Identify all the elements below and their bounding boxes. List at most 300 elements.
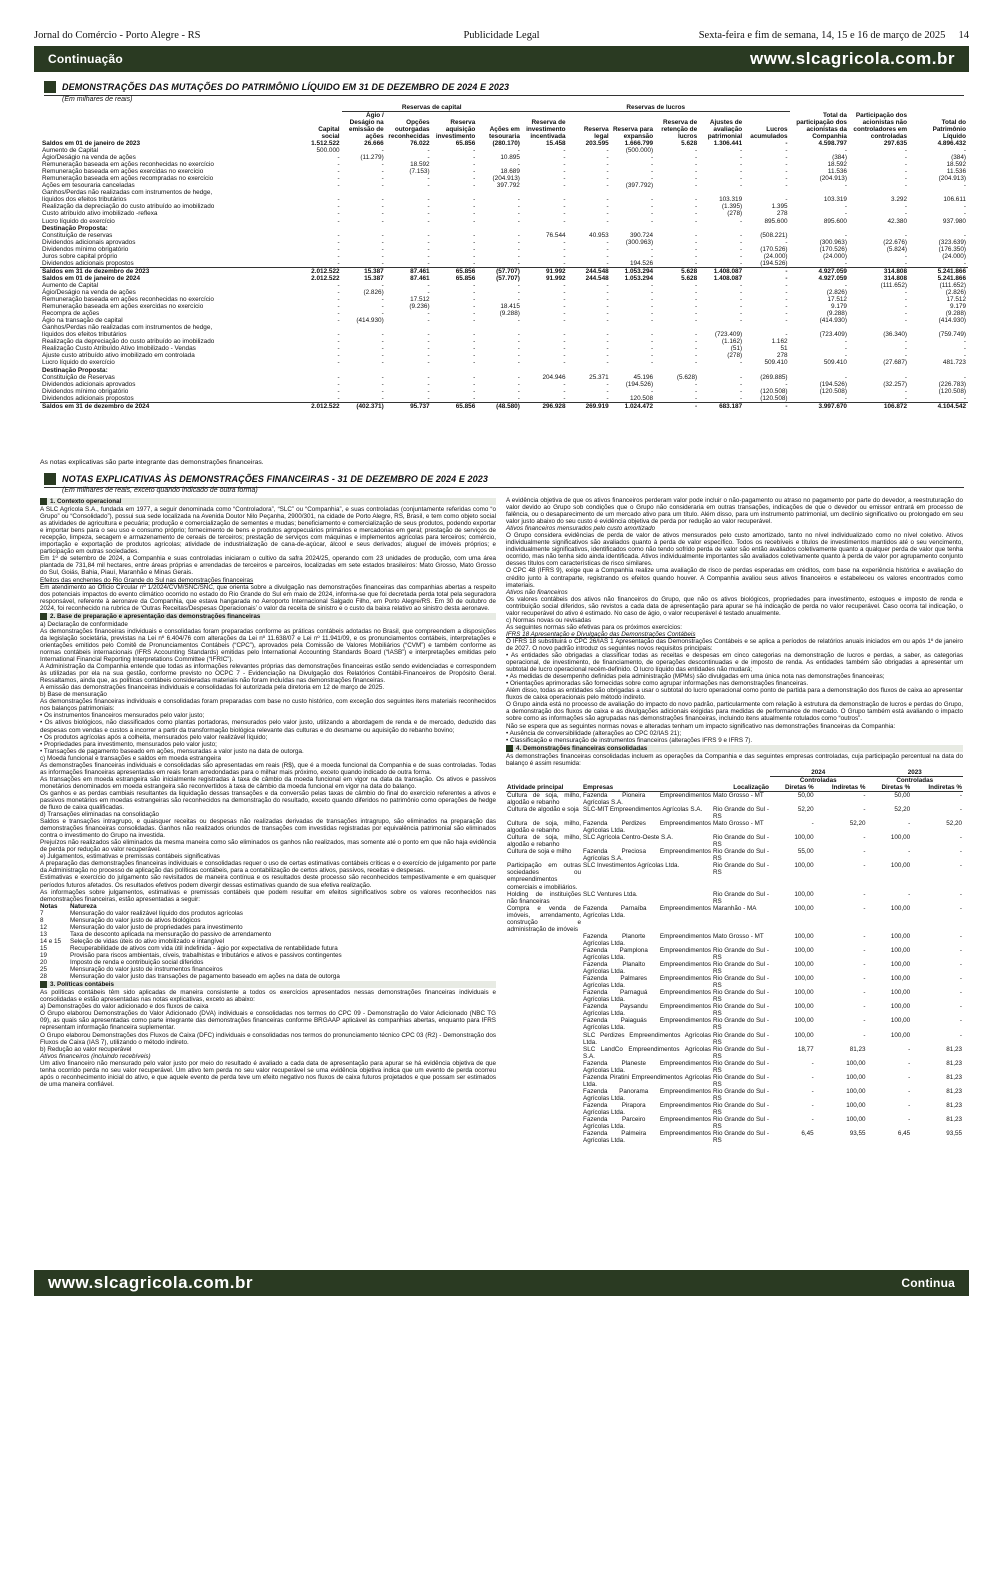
cell-value: -	[695, 303, 698, 311]
cell-value: -	[517, 259, 520, 267]
cell-value: 18.592	[946, 161, 966, 169]
cell-value: -	[650, 310, 654, 318]
cell-value: 18.592	[827, 161, 847, 169]
cell-value: (120.508)	[819, 387, 847, 395]
row-label: Destinação Proposta:	[42, 366, 108, 374]
cell-value	[699, 225, 744, 232]
row-label: Realização da depreciação do custo atribuído ao imobilizado	[42, 338, 215, 346]
cell-value: 100,00	[846, 1116, 866, 1124]
cell-value	[298, 189, 342, 196]
table-row	[40, 239, 968, 246]
cell-value	[611, 225, 655, 232]
cell-value: -	[695, 231, 698, 239]
cell-value: 203.595	[585, 140, 609, 147]
cell-value: -	[337, 238, 340, 246]
cell-value: -	[381, 259, 384, 267]
cell-value: -	[473, 168, 476, 176]
cell-value: 65.856	[432, 402, 478, 410]
cell-value: -	[844, 182, 847, 190]
cell-value: 100,00	[890, 961, 911, 969]
paragraph: Além disso, todas as entidades são obrigadas a usar o subtotal do lucro operacional como ponto de partida para a demonstração dos fluxos de caixa ao apresentar fluxos de caixa operacionais pelo método indireto.	[506, 687, 963, 702]
cell-value: (11.279)	[360, 154, 384, 162]
cell-value: -	[381, 196, 384, 204]
cell-value: 2.012.522	[311, 274, 340, 282]
cell-value: -	[740, 147, 743, 155]
cell-value: Rio Grande do Sul - RS	[713, 890, 769, 905]
table-row	[40, 359, 968, 366]
cell-value: -	[563, 310, 566, 318]
paragraph: Não se espera que as seguintes normas novas e alteradas tenham um impacto significativo nas demonstrações financeiras da Companhia:	[506, 722, 896, 730]
cell-value: -	[650, 387, 654, 395]
cell-value: -	[740, 296, 743, 304]
cell-value	[506, 1088, 582, 1102]
cell-value: 100,00	[890, 975, 911, 983]
row-label: Dividendos adicionais propostos	[42, 394, 134, 402]
cell-value: -	[650, 203, 654, 211]
cell-value: -	[904, 394, 908, 402]
cell-value: Rio Grande do Sul - RS	[713, 848, 769, 863]
cell-value	[790, 324, 849, 331]
cell-value: 18.415	[500, 303, 520, 311]
bullet-list	[506, 730, 963, 744]
cell-value: -	[473, 182, 476, 190]
cell-value	[568, 189, 611, 196]
cell-value: 52,20	[946, 820, 962, 828]
cell-value: -	[427, 359, 430, 367]
cell-value: 103.319	[823, 196, 847, 204]
cell-value: -	[785, 317, 788, 325]
cell-value: -	[695, 317, 698, 325]
cell-value: -	[473, 317, 476, 325]
cell-value: (24.000)	[942, 252, 966, 260]
cell-value: -	[517, 196, 520, 204]
cell-value: -	[473, 380, 476, 388]
notes-unit-note: (Em milhares de reais, exceto quando indicado de outra forma)	[62, 487, 258, 494]
cell-value: Fazenda Preciosa Empreendimentos Agrícolas S.A.	[583, 848, 711, 863]
cell-value: -	[785, 140, 788, 147]
note-number: 13	[40, 930, 48, 938]
note-heading-4: 4. Demonstrações financeiras consolidadas	[506, 745, 963, 752]
cell-value: -	[650, 317, 654, 325]
paragraph: A Administração da Companhia entende que todas as informações relevantes próprias das demonstrações financeiras estão sendo evidenciadas e correspondem às utilizadas por ela na sua gestão, conforme previsto no OCPC 7 - Evidenciação na Divulgação dos Relatórios Contábil-Financeiros de Propósito Geral. Ressaltamos, ainda que, as políticas contábeis consideradas materiais não foram incluídas nas demonstrações financeiras.	[40, 663, 496, 685]
cell-value: 5.628	[681, 274, 698, 282]
paragraph: Efeitos das enchentes do Rio Grande do Sul nas demonstrações financeiras	[40, 576, 254, 584]
cell-value: -	[337, 196, 340, 204]
table-row	[40, 345, 968, 352]
cell-value: 100,00	[794, 1003, 814, 1011]
table-row	[506, 820, 963, 834]
cell-value: -	[381, 338, 384, 346]
cell-value: 52,20	[894, 806, 911, 814]
note-heading-3: 3. Políticas contábeis	[40, 981, 496, 988]
cell-value: -	[337, 161, 340, 169]
cell-value: -	[695, 281, 698, 289]
cell-value: -	[606, 352, 609, 360]
equity-column-header: Ágio / Deságio na emissão de ações	[348, 112, 384, 140]
list-item: • Os produtos agrícolas após a colheita, mensurados pelo valor realizável líquido;	[40, 734, 496, 741]
cell-value: -	[337, 154, 340, 162]
cell-value: -	[695, 296, 698, 304]
cell-value: -	[381, 161, 384, 169]
row-label: Aumento de Capital	[42, 147, 99, 155]
cell-value: -	[473, 288, 476, 296]
cell-value: -	[427, 238, 430, 246]
table-row	[40, 338, 968, 345]
cell-value: (269.885)	[760, 373, 788, 381]
cell-value: (1.395)	[721, 203, 743, 211]
cell-value: 100,00	[794, 989, 814, 997]
cell-value: Fazenda Piratini Empreendimentos Agrícolas Ltda.	[583, 1073, 711, 1088]
row-label: Ganhos/Perdas não realizadas com instrumentos de hedge,	[42, 324, 213, 332]
paragraph: As transações em moeda estrangeira são inicialmente registradas à taxa de câmbio da moeda funcional em vigor na data da transação. Os ativos e passivos monetários denominados em moeda estrangeira são reconvertidos à taxa de câmbio da moeda funcional em vigor na data do balanço.	[40, 775, 496, 790]
table-row	[40, 303, 968, 310]
cell-value: (32.257)	[883, 380, 908, 388]
table-row	[40, 381, 968, 388]
group-header-lucros: Reservas de lucros	[522, 104, 790, 112]
cell-value: -	[563, 387, 566, 395]
cell-value	[506, 1003, 582, 1017]
cell-value: -	[473, 147, 476, 155]
cell-value: 76.022	[410, 140, 430, 147]
cell-value: -	[427, 217, 430, 225]
cell-value: 11.536	[827, 168, 847, 176]
cell-value: (111.652)	[880, 281, 908, 289]
cell-value: (194.526)	[625, 380, 654, 388]
cell-value: 17.512	[410, 296, 430, 304]
cell-value: -	[337, 182, 340, 190]
cell-value: -	[959, 806, 962, 814]
cell-value: -	[904, 168, 908, 176]
cell-value	[522, 189, 568, 196]
cell-value: -	[963, 210, 966, 218]
cell-value: (9.288)	[945, 310, 966, 318]
cell-value: -	[695, 288, 698, 296]
cell-value: -	[563, 317, 566, 325]
cell-value: -	[381, 296, 384, 304]
cell-value: 5.628	[655, 267, 699, 275]
note-heading-2: 2. Base de preparação e apresentação das demonstrações financeiras	[40, 613, 496, 620]
table-row	[40, 175, 968, 182]
cell-value: Rio Grande do Sul - RS	[713, 806, 769, 821]
cell-value: -	[563, 168, 566, 176]
cell-value: -	[473, 296, 476, 304]
cell-value: -	[427, 210, 430, 218]
cell-value: -	[606, 245, 609, 253]
cell-value: Rio Grande do Sul - RS	[713, 961, 769, 976]
cell-value: -	[740, 373, 743, 381]
cell-value	[342, 225, 386, 232]
cell-value: -	[381, 210, 384, 218]
table-row	[40, 952, 345, 959]
cell-value: -	[473, 238, 476, 246]
cell-value: -	[650, 210, 654, 218]
cell-value: -	[740, 182, 743, 190]
note-nature: Mensuração do valor justo das transações de pagamento baseado em ações na data de outorga	[70, 973, 340, 981]
cell-value: -	[740, 380, 743, 388]
cell-value: (300.963)	[625, 238, 654, 246]
row-label: Saldos em 01 de janeiro de 2024	[42, 274, 141, 282]
cell-value: 1.053.294	[611, 267, 655, 275]
cell-value: -	[904, 154, 908, 162]
cell-value: (1.162)	[721, 338, 743, 346]
table-row	[40, 367, 968, 374]
cell-value: (723.409)	[714, 331, 743, 339]
row-label: Ganhos/Perdas não realizadas com instrumentos de hedge,	[42, 189, 213, 197]
cell-value	[568, 324, 611, 331]
bullet-square-icon	[40, 498, 47, 505]
cell-value: -	[959, 890, 962, 898]
cell-value: -	[963, 259, 966, 267]
cell-value: -	[563, 352, 566, 360]
cell-value	[298, 225, 342, 232]
cell-value: -	[563, 245, 566, 253]
cell-value: -	[381, 252, 384, 260]
paragraph: A evidência objetiva de que os ativos financeiros perderam valor pode incluir o não-pagamento ou atraso no pagamento por parte do devedor, a reestruturação do valor devido ao Grupo sob condições que o Grupo não consideraria em outras transações, indicações de que o devedor ou emissor entrará em processo de falência, ou o desaparecimento de um mercado ativo para um título. Além disso, para um instrumento patrimonial, um declínio significativo ou prolongado em seu valor justo abaixo do seu custo é evidência objetiva de perda por redução ao valor recuperável.	[506, 497, 963, 526]
table-row	[40, 324, 968, 331]
cell-value: Fazenda Parceiro Empreendimentos Agrícolas Ltda.	[583, 1116, 711, 1131]
table-row	[40, 959, 345, 966]
cell-value: 100,00	[794, 975, 814, 983]
cell-value: 100,00	[794, 932, 814, 940]
cell-value: -	[695, 175, 698, 183]
cell-value: -	[427, 317, 430, 325]
cell-value: (24.000)	[823, 252, 847, 260]
cell-value	[298, 324, 342, 331]
note-number: 12	[40, 923, 48, 931]
cell-value	[432, 225, 478, 232]
bullet-list	[506, 652, 963, 687]
cell-value: -	[381, 394, 384, 402]
cell-value: -	[740, 288, 743, 296]
cell-value	[849, 367, 909, 374]
cell-value: SLC Perdizes Empreendimentos Agrícolas Ltda.	[583, 1031, 711, 1046]
cell-value	[568, 367, 611, 374]
cell-value: -	[606, 288, 609, 296]
cell-value: 100,00	[890, 834, 911, 842]
cell-value: 100,00	[794, 862, 814, 870]
cell-value: -	[959, 862, 962, 870]
cell-value: Rio Grande do Sul - RS	[713, 1017, 769, 1032]
cell-value: -	[563, 182, 566, 190]
notes-left-column	[40, 497, 496, 1088]
cell-value: 65.856	[455, 274, 476, 282]
table-row	[40, 910, 345, 917]
cell-value	[744, 324, 789, 331]
cell-value: -	[381, 147, 384, 155]
cell-value: -	[744, 402, 789, 410]
cell-value: -	[785, 196, 788, 204]
table-row	[40, 189, 968, 196]
list-item: • As medidas de desempenho definidas pela administração (MPMs) são divulgadas em uma única nota nas demonstrações financeiras;	[506, 673, 963, 680]
cell-value	[506, 1074, 582, 1088]
cell-value: -	[517, 331, 520, 339]
table-row	[40, 395, 968, 403]
cell-value: -	[606, 303, 609, 311]
cell-value: (2.826)	[363, 288, 384, 296]
cell-value: -	[695, 338, 698, 346]
cell-value: -	[606, 380, 609, 388]
cell-value: -	[863, 932, 866, 940]
cell-value: -	[563, 161, 566, 169]
cell-value: -	[563, 217, 566, 225]
cell-value: -	[904, 259, 908, 267]
paragraph: As seguintes normas são efetivas para os próximos exercícios:	[506, 623, 683, 631]
cell-value: 100,00	[890, 1003, 911, 1011]
cell-value: -	[904, 296, 908, 304]
list-item: • Classificação e mensuração de instrumentos financeiros (alterações IFRS 9 e IFRS 7).	[506, 737, 963, 744]
cell-value: 100,00	[890, 1017, 911, 1025]
cell-value: (384)	[951, 154, 966, 162]
cell-value	[744, 225, 789, 232]
cell-value: 1.162	[771, 338, 788, 346]
table-row	[506, 1060, 963, 1074]
cell-value: -	[337, 303, 340, 311]
company-url[interactable]: www.slcagricola.com.br	[48, 1273, 253, 1292]
cell-value: -	[844, 147, 847, 155]
cell-value: Rio Grande do Sul - RS	[713, 1003, 769, 1018]
cell-value: -	[844, 338, 847, 346]
cell-value	[342, 367, 386, 374]
cell-value: -	[740, 252, 743, 260]
cell-value: -	[381, 281, 384, 289]
cell-value: 100,00	[890, 904, 911, 912]
cell-value: 100,00	[794, 834, 814, 842]
cell-value: 937.980	[942, 217, 966, 225]
cell-value: -	[473, 196, 476, 204]
table-row	[40, 374, 968, 381]
cell-value: -	[517, 210, 520, 218]
cell-value: -	[695, 387, 698, 395]
cell-value: -	[740, 161, 743, 169]
note-heading-1: 1. Contexto operacional	[40, 498, 496, 505]
paragraph: Em 1º de setembro de 2024, a Companhia e suas controladas iniciaram o cultivo da safra 2024/25, operando com 23 unidades de produção, com uma área plantada de 731,84 mil hectares, entre áreas próprias e arrendadas de terceiros e parceiros, localizadas em sete estados brasileiros: Mato Grosso, Mato Grosso do Sul, Goiás, Bahia, Piauí, Maranhão e Minas Gerais.	[40, 555, 496, 577]
cell-value: -	[904, 373, 908, 381]
cell-value: -	[908, 1073, 911, 1081]
table-row	[506, 989, 963, 1003]
cell-value: -	[904, 345, 908, 353]
cell-value: -	[517, 161, 520, 169]
cell-value: Rio Grande do Sul - RS	[713, 975, 769, 990]
cell-value: -	[904, 231, 908, 239]
cell-value: -	[473, 352, 476, 360]
cell-value: -	[473, 154, 476, 162]
cell-value	[909, 189, 968, 196]
cell-value: -	[381, 380, 384, 388]
cell-value: -	[337, 373, 340, 381]
cell-value: 3.997.670	[790, 402, 849, 410]
cell-value: -	[844, 345, 847, 353]
cell-value: 81,23	[946, 1045, 962, 1053]
equity-section-heading	[44, 80, 964, 94]
cell-value: -	[904, 252, 908, 260]
row-label: Aumento de Capital	[42, 281, 99, 289]
cell-value: -	[908, 1087, 911, 1095]
table-row	[506, 791, 963, 806]
equity-column-header: Capital social	[318, 126, 340, 140]
cell-value: -	[963, 352, 966, 360]
cell-value: -	[744, 267, 789, 275]
paragraph: As demonstrações financeiras individuais e consolidadas foram preparadas com base no custo histórico, com exceção dos seguintes itens materiais reconhecidos nos balanços patrimoniais:	[40, 698, 496, 713]
cell-value: 1.053.294	[624, 274, 654, 282]
cell-value: 100,00	[794, 1017, 814, 1025]
cell-value: -	[337, 387, 340, 395]
paragraph: Ativos financeiros (incluindo recebíveis)	[40, 1052, 151, 1060]
table-row	[40, 917, 345, 924]
cell-value: 65.856	[432, 267, 478, 275]
cell-value: -	[606, 296, 609, 304]
company-url[interactable]: www.slcagricola.com.br	[750, 49, 955, 68]
cell-value: (5.824)	[886, 245, 908, 253]
cell-value	[611, 189, 655, 196]
cell-value	[568, 225, 611, 232]
cell-value: Cultura de soja, milho, algodão e rebanho	[507, 820, 581, 835]
cell-value: -	[695, 331, 698, 339]
cell-value: 9.179	[950, 303, 966, 311]
cell-value: 81,23	[946, 1073, 962, 1081]
cell-value: (508.221)	[760, 231, 788, 239]
cell-value	[909, 367, 968, 374]
cell-value: -	[606, 168, 609, 176]
cell-value: -	[473, 359, 476, 367]
paragraph: Um ativo financeiro não mensurado pelo valor justo por meio do resultado é avaliado a cada data de apresentação para apurar se há evidência objetiva de que tenha ocorrido perda no seu valor recuperável. Um ativo tem perda no seu valor recuperável se uma evidência objetiva indica que um evento de perda ocorreu após o reconhecimento inicial do ativo, e que aquele evento de perda teve um efeito negativo nos fluxos de caixa futuros projetados e que possam ser estimados de uma maneira confiável.	[40, 1059, 496, 1088]
cell-value: 18,77	[797, 1045, 814, 1053]
cell-value: Fazenda Pamplona Empreendimentos Agrícolas Ltda.	[583, 946, 711, 961]
cell-value: (24.000)	[763, 252, 788, 260]
cell-value: -	[785, 182, 788, 190]
cell-value: 1.306.441	[713, 140, 743, 147]
cell-value: -	[904, 203, 908, 211]
cell-value: -	[785, 238, 788, 246]
cell-value: (57.707)	[496, 274, 520, 282]
cell-value	[506, 933, 582, 947]
table-row	[40, 154, 968, 161]
cell-value: 269.919	[568, 402, 611, 410]
cell-value: -	[811, 1116, 814, 1124]
cell-value: -	[337, 231, 340, 239]
cell-value: 4.598.797	[818, 140, 847, 147]
cell-value	[506, 1060, 582, 1074]
cell-value: -	[473, 203, 476, 211]
cell-value: 10.895	[500, 154, 520, 162]
cell-value: Maranhão - MA	[713, 904, 757, 912]
table-row	[40, 225, 968, 232]
cell-value: SLC-MIT Empreendimentos Agrícolas S.A.	[583, 806, 703, 814]
cell-value: -	[904, 352, 908, 360]
cell-value: -	[844, 210, 847, 218]
cell-value: 15.387	[342, 267, 386, 275]
cell-value: -	[606, 175, 609, 183]
cell-value: 100,00	[794, 946, 814, 954]
cell-value: -	[563, 359, 566, 367]
table-row	[40, 282, 968, 289]
subs-column-header: Empresas	[582, 784, 712, 792]
cell-value: -	[473, 231, 476, 239]
list-item: • Orientações aprimoradas são fornecidas sobre como agrupar informações nas demonstrações financeiras.	[506, 680, 963, 687]
cell-value: -	[650, 303, 654, 311]
row-label: Ágio/Deságio na venda de ações	[42, 154, 136, 162]
cell-value: 100,00	[890, 932, 911, 940]
cell-value: -	[381, 182, 384, 190]
cell-value: -	[381, 387, 384, 395]
cell-value: 5.241.866	[909, 267, 968, 275]
cell-value: -	[908, 1101, 911, 1109]
cell-value	[506, 989, 582, 1003]
cell-value: -	[381, 373, 384, 381]
cell-value: -	[427, 331, 430, 339]
cell-value: -	[517, 296, 520, 304]
row-label: Dividendos adicionais propostos	[42, 259, 134, 267]
cell-value: 100,00	[846, 1073, 866, 1081]
